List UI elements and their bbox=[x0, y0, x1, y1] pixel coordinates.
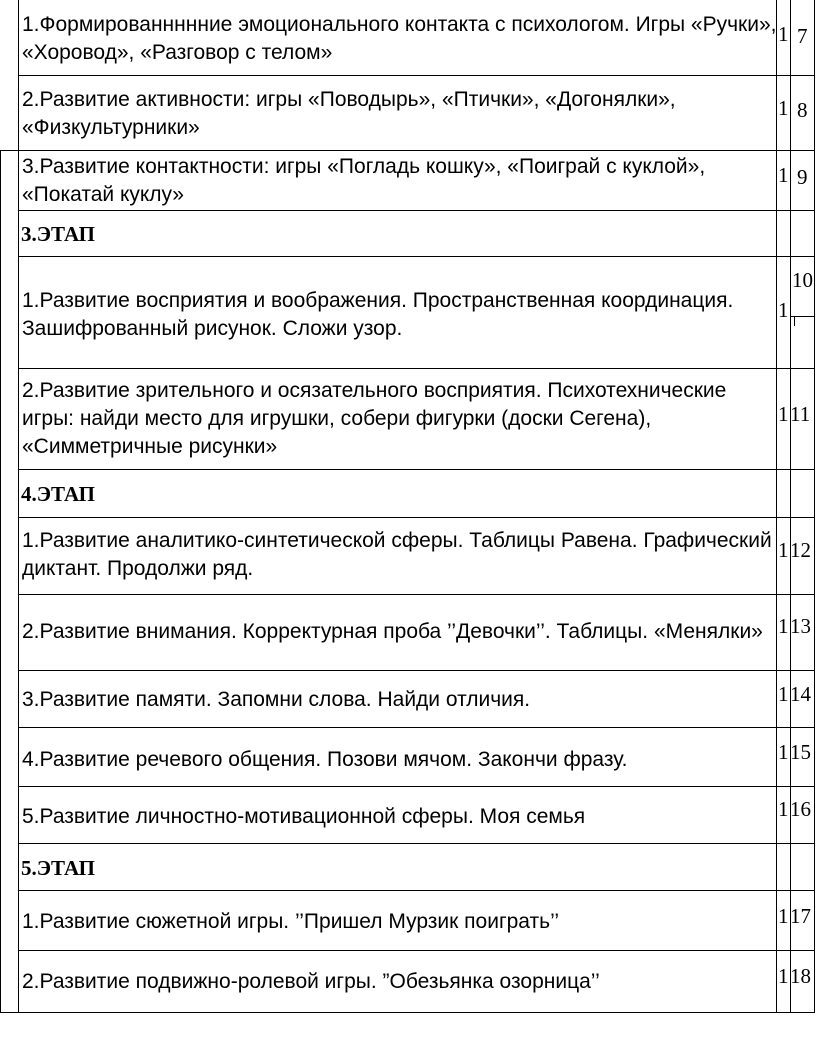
activity-description: 1.Развитие восприятия и воображения. Пространственная координация. Зашифрованный рисунок. Сложи узор. bbox=[22, 289, 734, 340]
activity-description: 2.Развитие зрительного и осязательного восприятия. Психотехнические игры: найди место для игрушки, собери фигурки (доски Сегена), «Симметричные рисунки» bbox=[22, 379, 727, 458]
hours-count: 1 bbox=[778, 22, 789, 46]
row-divider bbox=[18, 727, 815, 728]
hours-count: 1 bbox=[778, 96, 789, 120]
row-divider bbox=[0, 150, 815, 151]
row-divider bbox=[18, 843, 815, 844]
table-border-right bbox=[814, 0, 815, 1012]
session-number: 12 bbox=[790, 538, 811, 562]
hours-count: 1 bbox=[778, 163, 789, 187]
activity-description: 2.Развитие внимания. Корректурная проба ’’Девочки’’. Таблицы. «Менялки» bbox=[22, 620, 763, 643]
hours-count: 1 bbox=[778, 402, 789, 426]
session-number: 13 bbox=[790, 614, 811, 638]
activity-description: 1.Развитие аналитико-синтетической сферы. Таблицы Равена. Графический диктант. Продолжи ряд. bbox=[22, 529, 772, 580]
row-divider bbox=[18, 256, 815, 257]
activity-description: 2.Развитие активности: игры «Поводырь», «Птички», «Догонялки», «Физкультурники» bbox=[22, 88, 676, 139]
session-number: 18 bbox=[790, 964, 811, 988]
activity-description: 1.Формированнннние эмоционального контакта с психологом. Игры «Ручки», «Хоровод», «Разговор с телом» bbox=[22, 13, 777, 64]
row-divider bbox=[18, 75, 815, 76]
session-number: 15 bbox=[790, 740, 811, 764]
session-number: 10 bbox=[792, 268, 813, 292]
session-number: 8 bbox=[797, 98, 808, 122]
hours-count: 1 bbox=[778, 682, 789, 706]
session-number: 7 bbox=[797, 24, 808, 48]
row-divider bbox=[18, 890, 815, 891]
table-border-col2 bbox=[790, 0, 791, 1012]
activity-description: 2.Развитие подвижно-ролевой игры. ”Обезьянка озорница’’ bbox=[22, 970, 600, 993]
hours-count: 1 bbox=[778, 298, 789, 322]
row-divider bbox=[18, 670, 815, 671]
activity-description: 5.Развитие личностно-мотивационной сферы. Моя семья bbox=[22, 805, 586, 828]
stage-heading: 4.ЭТАП bbox=[21, 482, 95, 506]
session-number: 14 bbox=[790, 682, 811, 706]
activity-description: 1.Развитие сюжетной игры. ’’Пришел Мурзик поиграть’’ bbox=[22, 910, 560, 933]
hours-count: 1 bbox=[778, 740, 789, 764]
session-number: 11 bbox=[790, 402, 811, 426]
stage-heading: 3.ЭТАП bbox=[21, 222, 95, 246]
activity-description: 3.Развитие памяти. Запомни слова. Найди отличия. bbox=[22, 688, 531, 711]
hours-count: 1 bbox=[778, 614, 789, 638]
table-border-left bbox=[18, 0, 19, 1012]
stage-heading: 5.ЭТАП bbox=[21, 856, 95, 880]
activity-description: 4.Развитие речевого общения. Позови мячом. Закончи фразу. bbox=[22, 748, 628, 771]
activity-description: 3.Развитие контактности: игры «Погладь кошку», «Поиграй с куклой», «Покатай куклу» bbox=[22, 155, 706, 206]
session-number: 17 bbox=[790, 904, 811, 928]
session-number: 16 bbox=[790, 797, 811, 821]
row-divider bbox=[18, 210, 815, 211]
hours-count: 1 bbox=[778, 538, 789, 562]
hours-count: 1 bbox=[778, 904, 789, 928]
row-divider bbox=[18, 950, 815, 951]
hours-count: 1 bbox=[778, 964, 789, 988]
hours-count: 1 bbox=[778, 797, 789, 821]
table-border-col1 bbox=[776, 0, 777, 1012]
row-divider bbox=[18, 786, 815, 787]
cell-inner-mark bbox=[794, 316, 795, 326]
row-divider bbox=[18, 368, 815, 369]
row-divider bbox=[18, 469, 815, 470]
row-divider bbox=[18, 594, 815, 595]
table-border-bottom bbox=[0, 1012, 815, 1013]
session-number: 9 bbox=[797, 165, 808, 189]
row-divider bbox=[18, 517, 815, 518]
table-border-outer-left bbox=[0, 150, 1, 1012]
